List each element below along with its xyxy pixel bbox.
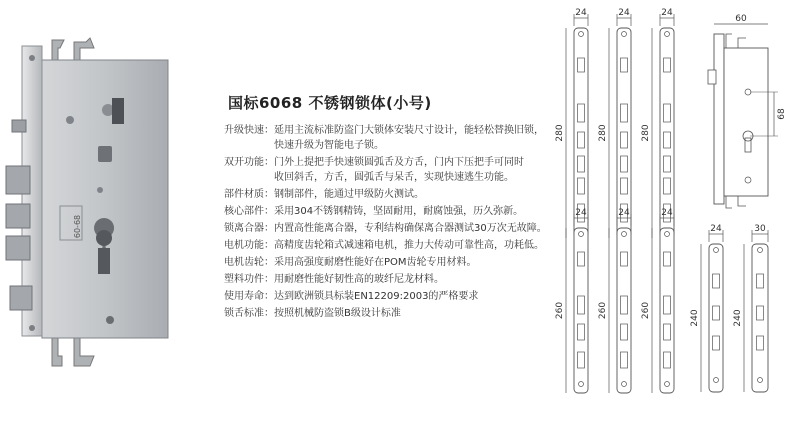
bottom-plate-2-width-label: 24 <box>618 208 630 218</box>
spec-label: 电机功能 <box>224 240 264 251</box>
top-plate-1-width-label: 24 <box>575 8 587 18</box>
spec-row <box>224 187 554 202</box>
spec-label: 部件材质 <box>224 189 264 200</box>
spec-list <box>224 123 554 321</box>
side-view-bottom-hook <box>738 196 746 206</box>
spec-label: 核心部件 <box>224 206 264 217</box>
lock-body-photo <box>0 0 200 424</box>
spec-row <box>224 306 554 321</box>
spec-description <box>274 155 554 185</box>
bottom-plate-2-height-label: 260 <box>598 301 608 320</box>
side-view-bottom-hook <box>726 196 732 208</box>
lock-stamp-text: 60-68 <box>73 214 83 239</box>
spec-row <box>224 204 554 219</box>
spec-description-line: 采用304不锈钢精铸，坚固耐用，耐腐蚀强，历久弥新。 <box>274 206 524 217</box>
spec-row <box>224 238 554 253</box>
spec-description <box>274 123 554 153</box>
spec-description <box>274 255 554 270</box>
spec-description-line: 采用高强度耐磨性能好在POM齿轮专用材料。 <box>274 257 477 268</box>
spec-description <box>274 272 554 287</box>
spec-label: 塑料功件 <box>224 274 264 285</box>
top-plate-2-height-label: 280 <box>598 124 608 142</box>
side-view-faceplate <box>714 34 724 204</box>
bottom-plate-4-plate <box>709 244 723 392</box>
bottom-plate-4-width-label: 24 <box>710 224 722 234</box>
side-view-height-label: 68 <box>777 108 787 120</box>
spec-description-line: 钢制部件，能通过甲级防火测试。 <box>274 189 424 200</box>
spec-row <box>224 221 554 236</box>
spec-label: 升级快速 <box>224 125 264 136</box>
spec-colon: ： <box>264 240 274 251</box>
spec-description <box>274 289 554 304</box>
spec-description-line: 达到欧洲锁具标装EN12209:2003的严格要求 <box>274 291 479 302</box>
spec-row <box>224 155 554 185</box>
spec-label: 锁舌标准 <box>224 308 264 319</box>
spec-description <box>274 204 554 219</box>
top-plate-2-plate <box>617 28 631 238</box>
spec-description <box>274 238 554 253</box>
top-plate-1-height-label: 280 <box>555 124 565 142</box>
bottom-plate-1-width-label: 24 <box>575 208 587 218</box>
spec-label: 使用寿命 <box>224 291 264 302</box>
top-plate-2-width-label: 24 <box>618 8 630 18</box>
side-view-top-hook <box>738 38 746 48</box>
spec-description-line: 内置高性能离合器，专利结构确保离合器测试30万次无故障。 <box>274 223 547 234</box>
side-view-top-hook <box>726 34 732 48</box>
spec-colon: ： <box>264 206 274 217</box>
spec-colon: ： <box>264 125 274 136</box>
spec-description <box>274 221 554 236</box>
top-plate-3-height-label: 280 <box>641 124 651 142</box>
spec-description-line: 用耐磨性能好韧性高的玻纤尼龙材料。 <box>274 274 444 285</box>
spec-description-line: 门外上提把手快速锁圆弧舌及方舌，门内下压把手可同时 <box>274 157 524 168</box>
spec-colon: ： <box>264 223 274 234</box>
product-title: 国标6068 不锈钢锁体(小号) <box>228 94 432 112</box>
spec-colon: ： <box>264 257 274 268</box>
spec-description <box>274 306 554 321</box>
side-view-case <box>724 48 768 196</box>
spec-label: 电机齿轮 <box>224 257 264 268</box>
spec-colon: ： <box>264 189 274 200</box>
spec-colon: ： <box>264 291 274 302</box>
dimension-drawings <box>554 0 800 424</box>
spec-row <box>224 123 554 153</box>
spec-row <box>224 255 554 270</box>
spec-description-line: 收回斜舌，方舌，圆弧舌与呆舌，实现快速逃生功能。 <box>274 172 514 183</box>
spec-colon: ： <box>264 274 274 285</box>
top-plate-3-plate <box>660 28 674 238</box>
spec-description-line: 延用主流标准防盗门大锁体安装尺寸设计，能轻松替换旧锁， <box>274 125 544 136</box>
bottom-plate-5-height-label: 240 <box>733 309 743 327</box>
top-plate-3-width-label: 24 <box>661 8 673 18</box>
side-view-latch <box>708 70 716 84</box>
spec-colon: ： <box>264 157 274 168</box>
spec-label: 锁离合器 <box>224 223 264 234</box>
spec-description-line: 高精度齿轮箱式减速箱电机，推力大传动可靠性高，功耗低。 <box>274 240 544 251</box>
top-plate-1-plate <box>574 28 588 238</box>
spec-label: 双开功能 <box>224 157 264 168</box>
bottom-plate-3-height-label: 260 <box>641 301 651 320</box>
spec-description <box>274 187 554 202</box>
bottom-plate-1-height-label: 260 <box>555 301 565 320</box>
spec-row <box>224 289 554 304</box>
spec-colon: ： <box>264 308 274 319</box>
bottom-plate-4-height-label: 240 <box>690 309 700 327</box>
spec-row <box>224 272 554 287</box>
side-view-width-label: 60 <box>735 14 747 24</box>
bottom-plate-5-plate <box>752 244 768 392</box>
spec-description-line: 快速升级为智能电子锁。 <box>274 140 384 151</box>
bottom-plate-3-width-label: 24 <box>661 208 673 218</box>
bottom-plate-5-width-label: 30 <box>754 224 766 234</box>
spec-description-line: 按照机械防盗锁B级设计标准 <box>274 308 401 319</box>
spec-panel <box>224 92 554 323</box>
dimension-diagram <box>554 0 800 424</box>
